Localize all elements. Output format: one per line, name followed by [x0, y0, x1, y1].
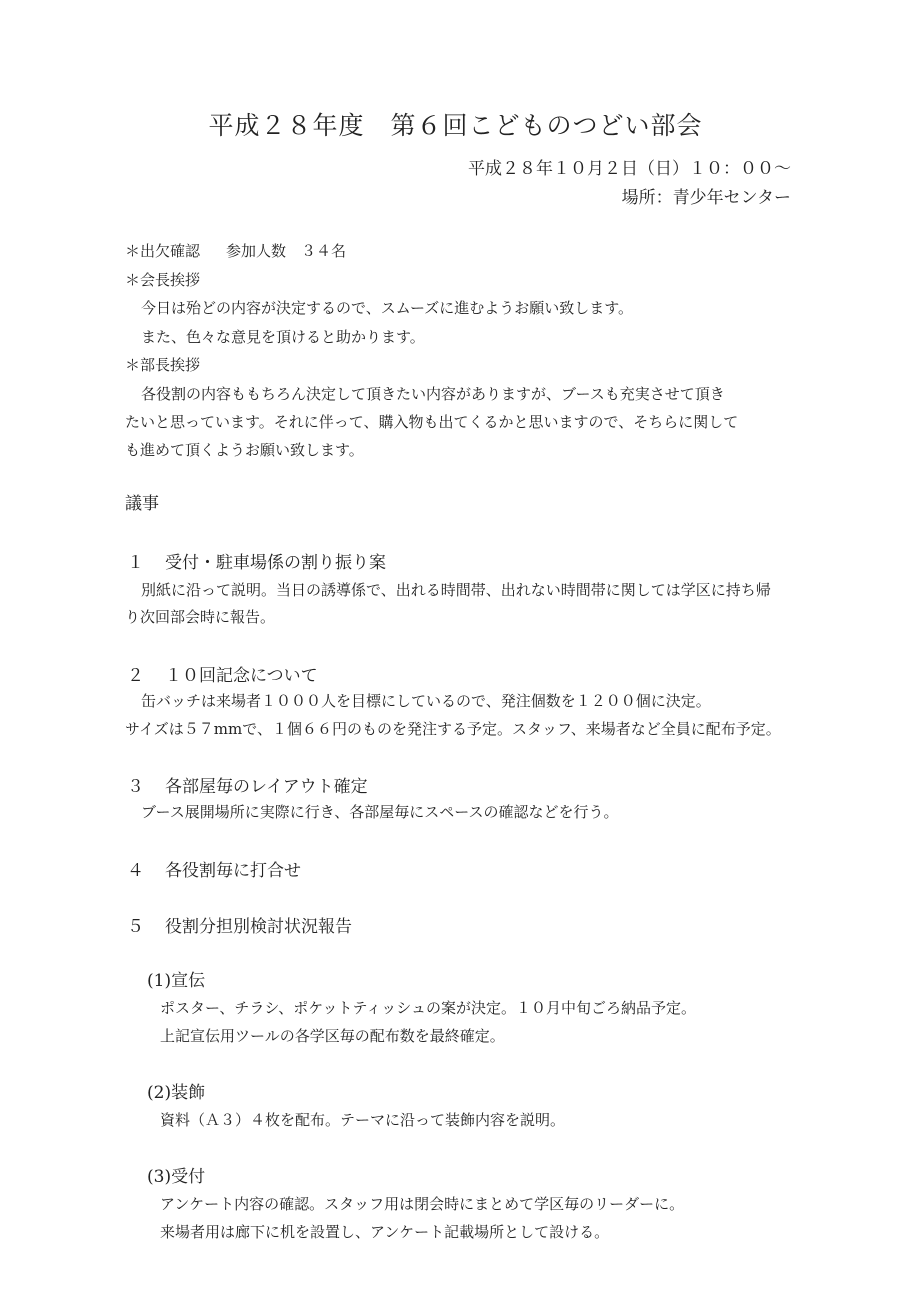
agenda-item-heading — [127, 772, 368, 797]
subitem-title: (2)装飾 — [147, 1083, 206, 1103]
agenda-item-heading — [127, 912, 352, 937]
subitem-title: (1)宣伝 — [147, 971, 206, 991]
meeting-place: 場所：青少年センター — [621, 188, 791, 208]
agenda-label: 議事 — [125, 494, 159, 514]
agenda-item-number: １ — [127, 553, 144, 573]
director-greeting-line: 各役割の内容ももちろん決定して頂きたい内容がありますが、ブースも充実させて頂き — [141, 385, 725, 403]
subitem-line: 資料（Ａ３）４枚を配布。テーマに沿って装飾内容を説明。 — [160, 1111, 566, 1129]
attendance-line — [125, 241, 346, 261]
director-greeting-label: ＊部長挨拶 — [125, 356, 201, 374]
chair-greeting-line: 今日は殆どの内容が決定するので、スムーズに進むようお願い致します。 — [141, 299, 634, 317]
agenda-item-title: 各役割毎に打合せ — [165, 861, 301, 881]
agenda-item-title: 受付・駐車場係の割り振り案 — [165, 553, 386, 573]
agenda-item-line: ブース展開場所に実際に行き、各部屋毎にスペースの確認などを行う。 — [141, 803, 619, 821]
subitem-line: 来場者用は廊下に机を設置し、アンケート記載場所として設ける。 — [160, 1223, 610, 1241]
agenda-item-line: サイズは５７mmで、１個６６円のものを発注する予定。スタッフ、来場者など全員に配布予定。 — [125, 720, 781, 738]
agenda-item-number: ３ — [127, 777, 144, 797]
agenda-item-heading — [127, 856, 301, 881]
agenda-item-line: 別紙に沿って説明。当日の誘導係で、出れる時間帯、出れない時間帯に関しては学区に持ち帰 — [141, 581, 771, 599]
document-title: 平成２８年度 第６回こどものつどい部会 — [208, 111, 703, 140]
agenda-item-heading — [127, 548, 386, 573]
attendance-count: 参加人数 ３４名 — [226, 242, 347, 260]
director-greeting-line: たいと思っています。それに伴って、購入物も出てくるかと思いますので、そちらに関して — [125, 413, 739, 431]
agenda-item-title: 役割分担別検討状況報告 — [165, 917, 352, 937]
attendance-label: ＊出欠確認 — [125, 242, 201, 260]
chair-greeting-label: ＊会長挨拶 — [125, 271, 201, 289]
agenda-item-title: １０回記念について — [165, 666, 318, 686]
subitem-line: 上記宣伝用ツールの各学区毎の配布数を最終確定。 — [160, 1027, 505, 1045]
subitem-line: アンケート内容の確認。スタッフ用は閉会時にまとめて学区毎のリーダーに。 — [160, 1195, 685, 1213]
agenda-item-number: ２ — [127, 666, 144, 686]
agenda-item-number: ５ — [127, 917, 144, 937]
subitem-title: (3)受付 — [147, 1167, 206, 1187]
agenda-item-heading — [127, 661, 318, 686]
agenda-item-number: ４ — [127, 861, 144, 881]
chair-greeting-line: また、色々な意見を頂けると助かります。 — [141, 328, 425, 346]
agenda-item-line: り次回部会時に報告。 — [125, 608, 276, 626]
agenda-item-title: 各部屋毎のレイアウト確定 — [165, 777, 368, 797]
agenda-item-line: 缶バッチは来場者１０００人を目標にしているので、発注個数を１２００個に決定。 — [141, 692, 711, 710]
subitem-line: ポスター、チラシ、ポケットティッシュの案が決定。１０月中旬ごろ納品予定。 — [160, 999, 696, 1017]
meeting-date: 平成２８年１０月２日（日）１０：００～ — [468, 159, 791, 179]
director-greeting-line: も進めて頂くようお願い致します。 — [125, 441, 364, 459]
